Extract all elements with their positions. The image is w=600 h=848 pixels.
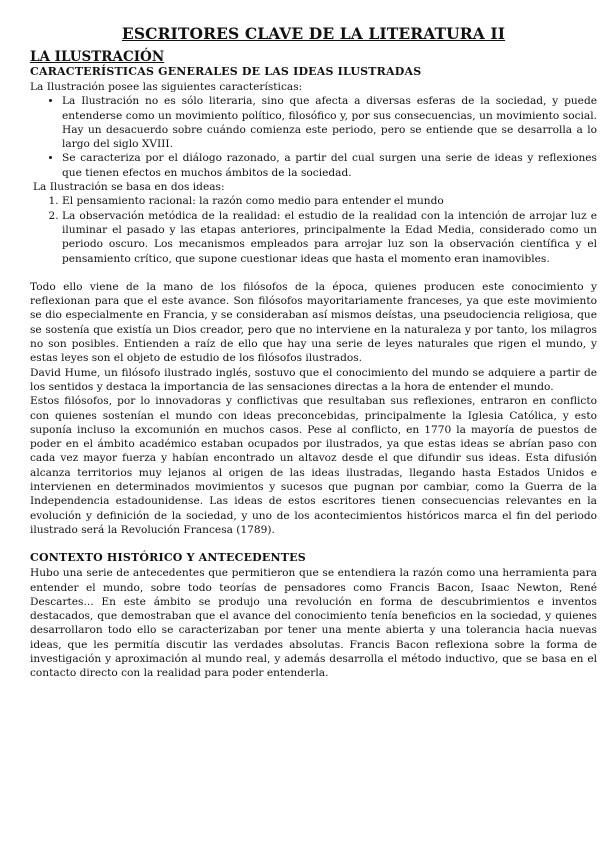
document-page (30, 25, 597, 681)
body-paragraph: Estos filósofos, por lo innovadoras y conflictivas que resultaban sus reflexiones, entraron en conflicto con quienes sostenían el mundo con ideas preconcebidas, principalmente la Iglesia Católica, y esto suponía incluso la excomunión en muchos casos. Pese al conflicto, en 1770 la mayoría de puestos de poder en el ámbito académico estaban ocupados por ilustrados, ya que estas ideas se abrían paso con cada vez mayor fuerza y habían encontrado un altavoz desde el que difundir sus ideas. Esta difusión alcanza territorios muy lejanos al origen de las ideas ilustradas, llegando hasta Estados Unidos e intervienen en determinados movimientos y sucesos que pugnan por cambiar, como la Guerra de la Independencia estadounidense. Las ideas de estos escritores tienen consecuencias relevantes en la evolución y definición de la sociedad, y uno de los acontecimientos históricos marca el fin del periodo ilustrado será la Revolución Francesa (1789). (30, 395, 597, 536)
ideas-intro: La Ilustración se basa en dos ideas: (33, 181, 225, 194)
numbered-item: 1. El pensamiento racional: la razón como medio para entender el mundo (62, 194, 597, 208)
section-heading: LA ILUSTRACIÓN (30, 49, 165, 65)
bullet-item: • La Ilustración no es sólo literaria, sino que afecta a diversas esferas de la sociedad, y puede entenderse como un movimiento político, filosófico y, por sus consecuencias, un movimiento social. Hay un desacuerdo sobre cuándo comienza este periodo, pero se entiende que se desarrolla a lo largo del siglo XVIII. (62, 94, 597, 151)
numbered-item: 2. La observación metódica de la realidad: el estudio de la realidad con la intención de arrojar luz e iluminar el pasado y las etapas anteriores, principalmente la Edad Media, considerado como un periodo oscuro. Los mecanismos empleados para arrojar luz son la observación científica y el pensamiento crítico, que supone cuestionar ideas que hasta el momento eran inamovibles. (62, 209, 597, 266)
subsection-heading-characteristics: CARACTERÍSTICAS GENERALES DE LAS IDEAS ILUSTRADAS (30, 65, 422, 78)
document-title: ESCRITORES CLAVE DE LA LITERATURA II (121, 24, 506, 43)
subsection-heading-context: CONTEXTO HISTÓRICO Y ANTECEDENTES (30, 551, 306, 565)
bullet-item: • Se caracteriza por el diálogo razonado, a partir del cual surgen una serie de ideas y reflexiones que tienen efectos en muchos ámbitos de la sociedad. (62, 151, 597, 180)
characteristics-intro: La Ilustración posee las siguientes características: (30, 81, 303, 93)
body-paragraph: Todo ello viene de la mano de los filósofos de la época, quienes producen este conocimiento y reflexionan para que el este avance. Son filósofos mayoritariamente franceses, ya que este movimiento se dio especialmente en Francia, y se consideraban así mismos deístas, una pseudociencia religiosa, que se sostenía que existía un Dios creador, pero que no interviene en la naturaleza y por tanto, los milagros no son posibles. Entienden a raíz de ello que hay una serie de leyes naturales que rigen el mundo, y estas leyes son el objeto de estudio de los filósofos ilustrados. (30, 280, 597, 365)
characteristics-bullet-list (30, 94, 597, 180)
body-paragraph: David Hume, un filósofo ilustrado inglés, sostuvo que el conocimiento del mundo se adquiere a partir de los sentidos y destaca la importancia de las sensaciones directas a la hora de entender el mundo. (30, 366, 597, 393)
context-paragraph: Hubo una serie de antecedentes que permitieron que se entendiera la razón como una herramienta para entender el mundo, sobre todo teorías de pensadores como Francis Bacon, Isaac Newton, René Descartes... En este ámbito se produjo una revolución en forma de descubrimientos e inventos destacados, que demostraban que el avance del conocimiento tenía beneficios en la sociedad, y quienes desarrollaron todo ello se caracterizaban por tener una mente abierta y una tolerancia hacia nuevas ideas, que les permitía discutir las verdades absolutas. Francis Bacon reflexiona sobre la forma de investigación y aproximación al mundo real, y además desarrolla el método inductivo, que se basa en el contacto directo con la realidad para poder entenderla. (30, 567, 597, 680)
ideas-numbered-list (30, 194, 597, 265)
